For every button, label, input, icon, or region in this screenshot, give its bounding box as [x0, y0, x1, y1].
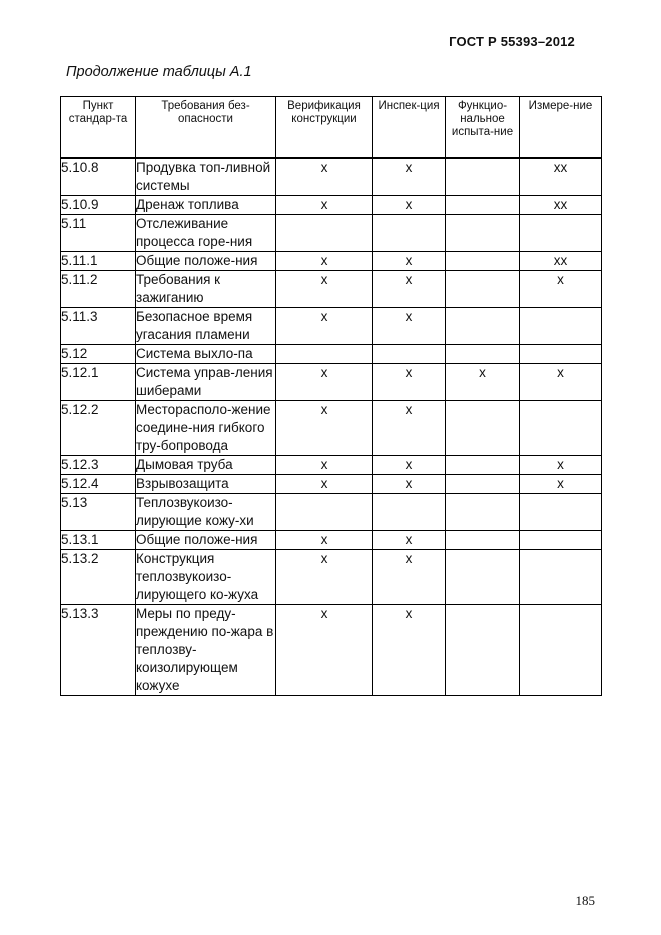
clause-number: 5.13.1: [61, 530, 136, 549]
functional-test-mark: [446, 307, 520, 344]
table-row: [61, 195, 602, 214]
functional-test-mark: [446, 474, 520, 493]
verification-mark: х: [276, 251, 373, 270]
requirement-text: Продувка топ-ливной системы: [136, 158, 276, 196]
verification-mark: х: [276, 195, 373, 214]
requirement-text: Отслеживание процесса горе-ния: [136, 214, 276, 251]
clause-number: 5.13: [61, 493, 136, 530]
clause-number: 5.12.2: [61, 400, 136, 455]
col-header-verification: Верификация конструкции: [276, 97, 373, 158]
measurement-mark: [520, 344, 602, 363]
inspection-mark: х: [373, 530, 446, 549]
measurement-mark: х: [520, 474, 602, 493]
standard-number: ГОСТ Р 55393–2012: [449, 34, 575, 49]
inspection-mark: х: [373, 158, 446, 196]
table-row: [61, 549, 602, 604]
col-header-requirements: Требования без-опасности: [136, 97, 276, 158]
table-row: [61, 307, 602, 344]
table-row: [61, 158, 602, 196]
verification-mark: [276, 214, 373, 251]
verification-mark: х: [276, 474, 373, 493]
verification-mark: х: [276, 549, 373, 604]
table-row: [61, 270, 602, 307]
functional-test-mark: [446, 400, 520, 455]
table-row: [61, 604, 602, 695]
requirement-text: Месторасполо-жение соедине-ния гибкого тру-бопровода: [136, 400, 276, 455]
requirements-table: [60, 96, 602, 696]
requirement-text: Дренаж топлива: [136, 195, 276, 214]
clause-number: 5.10.9: [61, 195, 136, 214]
functional-test-mark: х: [446, 363, 520, 400]
inspection-mark: х: [373, 363, 446, 400]
requirement-text: Система управ-ления шиберами: [136, 363, 276, 400]
table-row: [61, 344, 602, 363]
inspection-mark: х: [373, 549, 446, 604]
measurement-mark: хх: [520, 251, 602, 270]
table-row: [61, 363, 602, 400]
verification-mark: х: [276, 400, 373, 455]
col-header-measurement: Измере-ние: [520, 97, 602, 158]
verification-mark: х: [276, 363, 373, 400]
page-number: 185: [575, 893, 595, 908]
verification-mark: х: [276, 270, 373, 307]
measurement-mark: [520, 400, 602, 455]
verification-mark: х: [276, 307, 373, 344]
clause-number: 5.12.4: [61, 474, 136, 493]
table-row: [61, 455, 602, 474]
requirement-text: Требования к зажиганию: [136, 270, 276, 307]
col-header-clause: Пункт стандар-та: [61, 97, 136, 158]
inspection-mark: [373, 493, 446, 530]
inspection-mark: х: [373, 400, 446, 455]
functional-test-mark: [446, 270, 520, 307]
clause-number: 5.13.2: [61, 549, 136, 604]
functional-test-mark: [446, 214, 520, 251]
requirement-text: Система выхло-па: [136, 344, 276, 363]
verification-mark: [276, 344, 373, 363]
inspection-mark: х: [373, 474, 446, 493]
requirement-text: Конструкция теплозвукоизо-лирующего ко-жуха: [136, 549, 276, 604]
inspection-mark: [373, 344, 446, 363]
requirement-text: Общие положе-ния: [136, 530, 276, 549]
clause-number: 5.11.2: [61, 270, 136, 307]
functional-test-mark: [446, 195, 520, 214]
inspection-mark: х: [373, 455, 446, 474]
clause-number: 5.13.3: [61, 604, 136, 695]
clause-number: 5.12: [61, 344, 136, 363]
measurement-mark: х: [520, 455, 602, 474]
functional-test-mark: [446, 549, 520, 604]
inspection-mark: [373, 214, 446, 251]
table-header-row: [61, 97, 602, 158]
verification-mark: х: [276, 604, 373, 695]
measurement-mark: хх: [520, 158, 602, 196]
functional-test-mark: [446, 251, 520, 270]
requirement-text: Безопасное время угасания пламени: [136, 307, 276, 344]
inspection-mark: х: [373, 307, 446, 344]
measurement-mark: х: [520, 363, 602, 400]
requirement-text: Общие положе-ния: [136, 251, 276, 270]
clause-number: 5.11: [61, 214, 136, 251]
inspection-mark: х: [373, 604, 446, 695]
requirement-text: Меры по преду-преждению по-жара в теплозву-коизолирующем кожухе: [136, 604, 276, 695]
table-row: [61, 214, 602, 251]
verification-mark: х: [276, 158, 373, 196]
inspection-mark: х: [373, 195, 446, 214]
clause-number: 5.12.1: [61, 363, 136, 400]
table-caption: Продолжение таблицы А.1: [66, 64, 252, 80]
table-row: [61, 400, 602, 455]
verification-mark: х: [276, 530, 373, 549]
functional-test-mark: [446, 344, 520, 363]
verification-mark: х: [276, 455, 373, 474]
measurement-mark: [520, 214, 602, 251]
requirement-text: Взрывозащита: [136, 474, 276, 493]
functional-test-mark: [446, 530, 520, 549]
clause-number: 5.11.1: [61, 251, 136, 270]
clause-number: 5.12.3: [61, 455, 136, 474]
functional-test-mark: [446, 493, 520, 530]
inspection-mark: х: [373, 251, 446, 270]
clause-number: 5.11.3: [61, 307, 136, 344]
measurement-mark: хх: [520, 195, 602, 214]
table-row: [61, 530, 602, 549]
requirement-text: Дымовая труба: [136, 455, 276, 474]
functional-test-mark: [446, 158, 520, 196]
table-row: [61, 493, 602, 530]
table-row: [61, 474, 602, 493]
measurement-mark: [520, 549, 602, 604]
clause-number: 5.10.8: [61, 158, 136, 196]
functional-test-mark: [446, 455, 520, 474]
verification-mark: [276, 493, 373, 530]
col-header-functional-test: Функцио-нальное испыта-ние: [446, 97, 520, 158]
table-row: [61, 251, 602, 270]
measurement-mark: [520, 493, 602, 530]
inspection-mark: х: [373, 270, 446, 307]
measurement-mark: х: [520, 270, 602, 307]
measurement-mark: [520, 604, 602, 695]
col-header-inspection: Инспек-ция: [373, 97, 446, 158]
requirement-text: Теплозвукоизо-лирующие кожу-хи: [136, 493, 276, 530]
measurement-mark: [520, 530, 602, 549]
measurement-mark: [520, 307, 602, 344]
functional-test-mark: [446, 604, 520, 695]
